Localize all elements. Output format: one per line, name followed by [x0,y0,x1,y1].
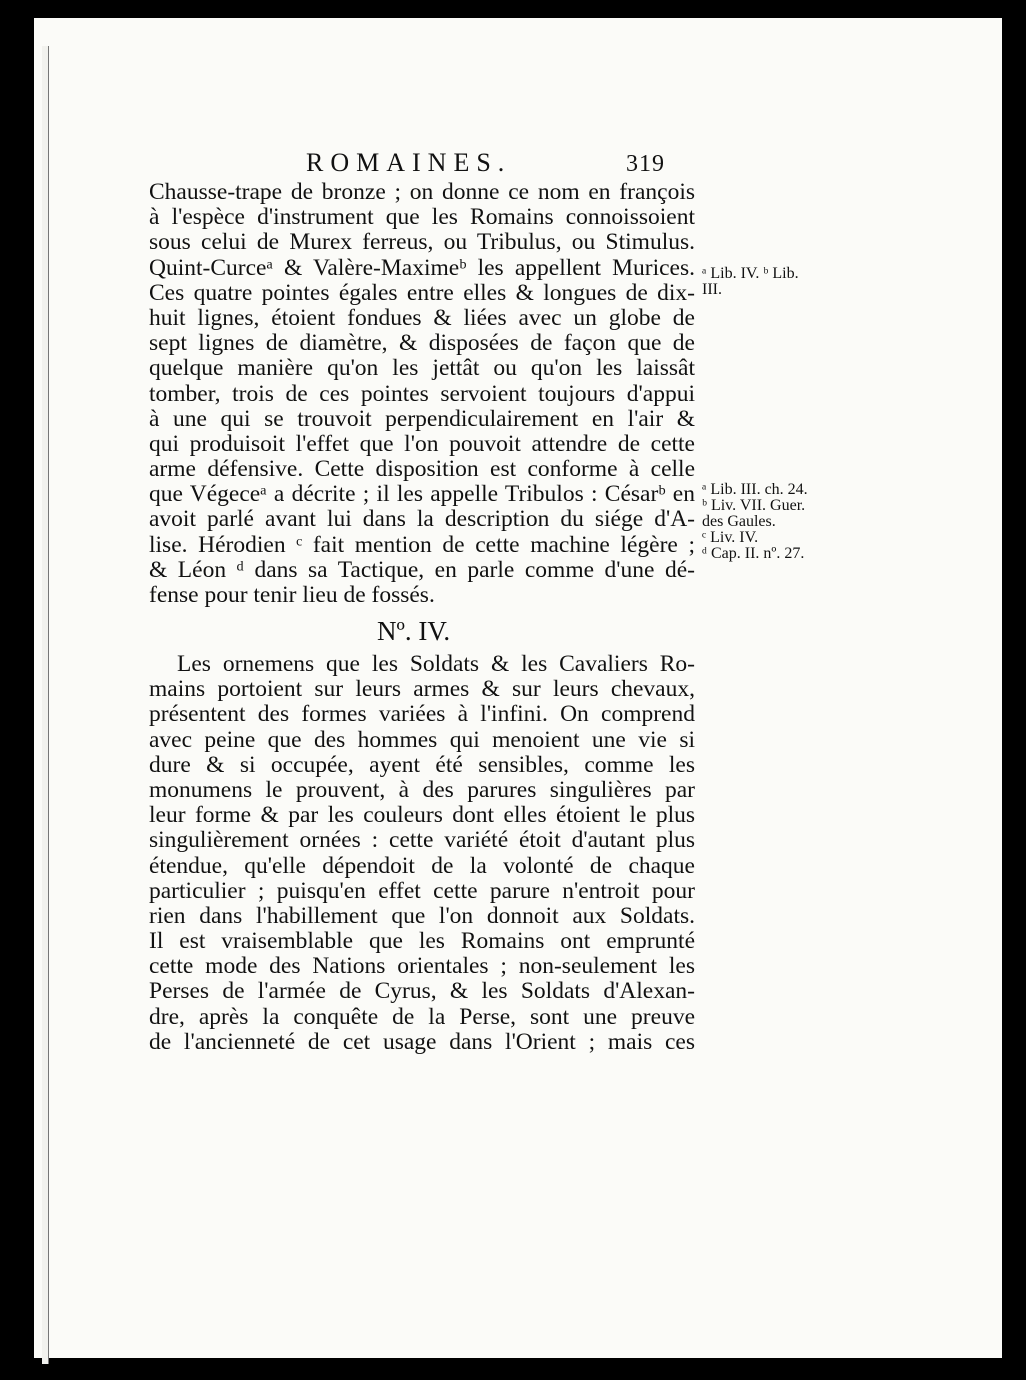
text-line: à l'espèce d'instrument que les Romains connoissoient [149,204,695,231]
text-line: que Végeceᵃ a décrite ; il les appelle Tribulos : Césarᵇ en [149,481,695,508]
margin-note: ᶜ Liv. IV. [702,529,759,546]
text-line: Les ornemens que les Soldats & les Cavaliers Ro- [177,651,695,677]
text-line: Il est vraisemblable que les Romains ont emprunté [149,928,695,955]
text-line: quelque manière qu'on les jettât ou qu'on les laissât [149,355,695,382]
text-line: rien dans l'habillement que l'on donnoit aux Soldats. [149,902,695,929]
text-line: dre, après la conquête de la Perse, sont une preuve [149,1003,695,1030]
margin-note: III. [702,281,722,298]
text-line: Ces quatre pointes égales entre elles & longues de dix- [149,279,695,306]
text-line: dure & si occupée, ayent été sensibles, comme les [149,751,695,778]
text-line: de l'ancienneté de cet usage dans l'Orient ; mais ces [149,1028,695,1055]
running-title: ROMAINES. [306,148,512,177]
margin-notes-vegece [702,482,808,562]
margin-note: ᵈ Cap. II. nº. 27. [702,545,805,562]
text-line: tomber, trois de ces pointes servoient toujours d'appui [149,380,695,407]
page-number: 319 [626,151,665,177]
text-line: huit lignes, étoient fondues & liées avec un globe de [149,304,695,331]
text-line: présentent des formes variées à l'infini. On comprend [149,701,695,728]
text-line: Perses de l'armée de Cyrus, & les Soldats d'Alexan- [149,978,695,1005]
paragraph-chausse-trape [149,180,695,608]
text-line: leur forme & par les couleurs dont elles étoient le plus [149,802,695,829]
text-line: à une qui se trouvoit perpendiculairement en l'air & [149,405,695,432]
text-line: sept lignes de diamètre, & disposées de façon que de [149,330,695,357]
text-line: cette mode des Nations orientales ; non-seulement les [149,953,695,980]
margin-notes-quint-curce [702,266,799,298]
page-spine-edge [42,46,49,1364]
text-line: avoit parlé avant lui dans la description du siége d'A- [149,506,695,533]
margin-note: ᵃ Lib. IV. ᵇ Lib. [702,265,799,282]
text-line: monumens le prouvent, à des parures singulières par [149,776,695,803]
text-line: Quint-Curceᵃ & Valère-Maximeᵇ les appellent Murices. [149,254,695,281]
text-line: sous celui de Murex ferreus, ou Tribulus, ou Stimulus. [149,229,695,256]
book-page [34,18,1002,1358]
text-line: lise. Hérodien ᶜ fait mention de cette machine légère ; [149,531,695,558]
text-line: particulier ; puisqu'en effet cette parure n'entroit pour [149,877,695,904]
text-line: fense pour tenir lieu de fossés. [149,582,435,608]
text-line: mains portoient sur leurs armes & sur leurs chevaux, [149,676,695,703]
text-line: arme défensive. Cette disposition est conforme à celle [149,456,695,483]
text-line: avec peine que des hommes qui menoient une vie si [149,726,695,753]
text-line: qui produisoit l'effet que l'on pouvoit attendre de cette [149,430,695,457]
margin-note: des Gaules. [702,513,776,530]
section-heading: Nº. IV. [377,616,451,646]
margin-note: ᵃ Lib. III. ch. 24. [702,481,808,498]
paragraph-ornemens [149,652,695,1055]
text-line: & Léon ᵈ dans sa Tactique, en parle comme d'une dé- [149,556,695,583]
text-line: Chausse-trape de bronze ; on donne ce nom en françois [149,179,695,205]
text-line: singulièrement ornées : cette variété étoit d'autant plus [149,827,695,854]
text-line: étendue, qu'elle dépendoit de la volonté de chaque [149,852,695,879]
margin-note: ᵇ Liv. VII. Guer. [702,497,806,514]
